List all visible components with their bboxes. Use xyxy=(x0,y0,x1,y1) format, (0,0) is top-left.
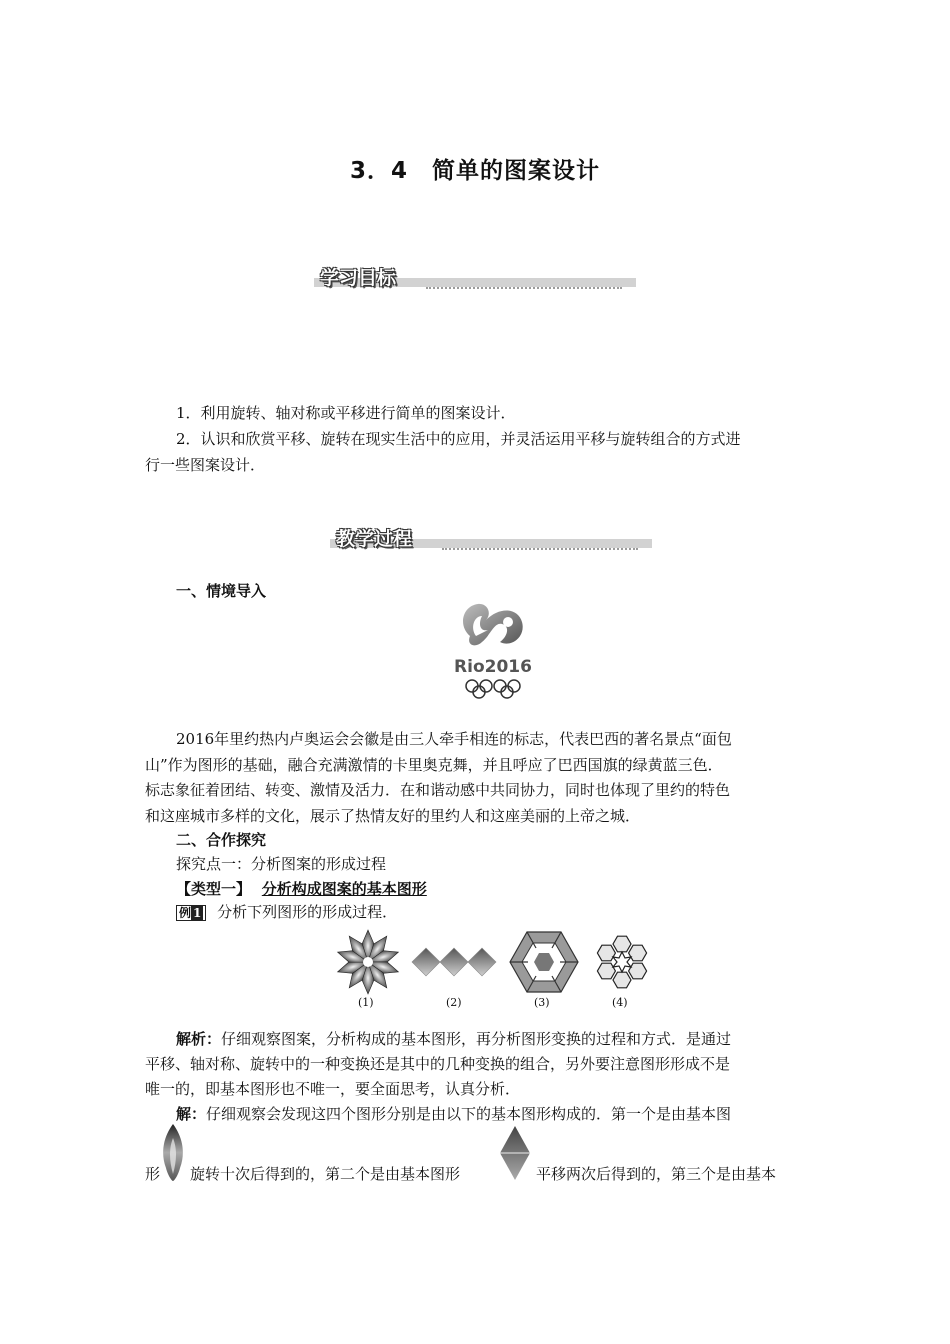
caption-2: (2) xyxy=(446,996,462,1009)
figure-4-hexagon-star-icon xyxy=(595,936,649,988)
diamond-basic-shape-icon xyxy=(499,1126,531,1180)
figure-1-flower-icon xyxy=(336,930,401,994)
page-title: 3．4 简单的图案设计 xyxy=(349,158,600,184)
figure-3-hexagon-knot-icon xyxy=(510,932,578,992)
type-heading xyxy=(176,877,427,902)
figure-2-diamonds-icon xyxy=(412,948,496,976)
solution-line-1: 解：仔细观察会发现这四个图形分别是由以下的基本图形构成的．第一个是由基本图 xyxy=(176,1105,732,1123)
logo-text: Rio2016 xyxy=(454,657,532,677)
caption-4: (4) xyxy=(612,996,628,1009)
caption-3: (3) xyxy=(534,996,550,1009)
example-text: 分析下列图形的形成过程． xyxy=(217,903,398,921)
example-line xyxy=(176,900,397,925)
analysis-line-2: 平移、轴对称、旋转中的一种变换还是其中的几种变换的组合，另外要注意图形形成不是 xyxy=(145,1055,731,1073)
analysis-line-3: 唯一的，即基本图形也不唯一，要全面思考，认真分析． xyxy=(145,1080,521,1098)
process-banner xyxy=(330,529,652,551)
example-badge: 例 1 xyxy=(176,905,206,921)
solution-line-2a: 形 xyxy=(145,1165,161,1183)
analysis-label: 解析： xyxy=(176,1030,222,1048)
analysis-line-1: 解析：仔细观察图案，分析构成的基本图形，再分析图形变换的过程和方式．是通过 xyxy=(176,1030,732,1048)
goal-2: 2．认识和欣赏平移、旋转在现实生活中的应用，并灵活运用平移与旋转组合的方式进 xyxy=(176,430,741,448)
type-label: 【类型一】 xyxy=(176,880,252,898)
goals-banner-label: 学习目标 xyxy=(320,267,397,289)
solution-line-2b: 旋转十次后得到的，第二个是由基本图形 xyxy=(190,1165,461,1183)
explore-point: 探究点一：分析图案的形成过程 xyxy=(176,855,387,873)
petal-basic-shape-icon xyxy=(158,1124,188,1182)
intro-line-1: 2016年里约热内卢奥运会会徽是由三人牵手相连的标志，代表巴西的著名景点“面包 xyxy=(176,730,732,748)
type-title: 分析构成图案的基本图形 xyxy=(261,880,427,898)
goals-banner xyxy=(314,268,636,290)
intro-line-3: 标志象征着团结、转变、激情及活力．在和谐动感中共同协力，同时也体现了里约的特色 xyxy=(145,781,731,799)
intro-line-2: 山”作为图形的基础，融合充满激情的卡里奥克舞，并且呼应了巴西国旗的绿黄蓝三色． xyxy=(145,756,723,774)
solution-label: 解： xyxy=(176,1105,207,1123)
section-explore-heading: 二、合作探究 xyxy=(176,831,267,849)
goal-2-cont: 行一些图案设计． xyxy=(145,456,266,474)
example-figures xyxy=(330,928,660,996)
caption-1: (1) xyxy=(358,996,374,1009)
process-banner-label: 教学过程 xyxy=(336,528,413,550)
rio-2016-logo xyxy=(448,596,538,708)
rio-emblem-icon xyxy=(448,596,538,708)
section-intro-heading: 一、情境导入 xyxy=(176,582,267,600)
goal-1: 1．利用旋转、轴对称或平移进行简单的图案设计． xyxy=(176,404,516,422)
intro-line-4: 和这座城市多样的文化，展示了热情友好的里约人和这座美丽的上帝之城． xyxy=(145,807,641,825)
solution-line-2c: 平移两次后得到的，第三个是由基本 xyxy=(536,1165,777,1183)
